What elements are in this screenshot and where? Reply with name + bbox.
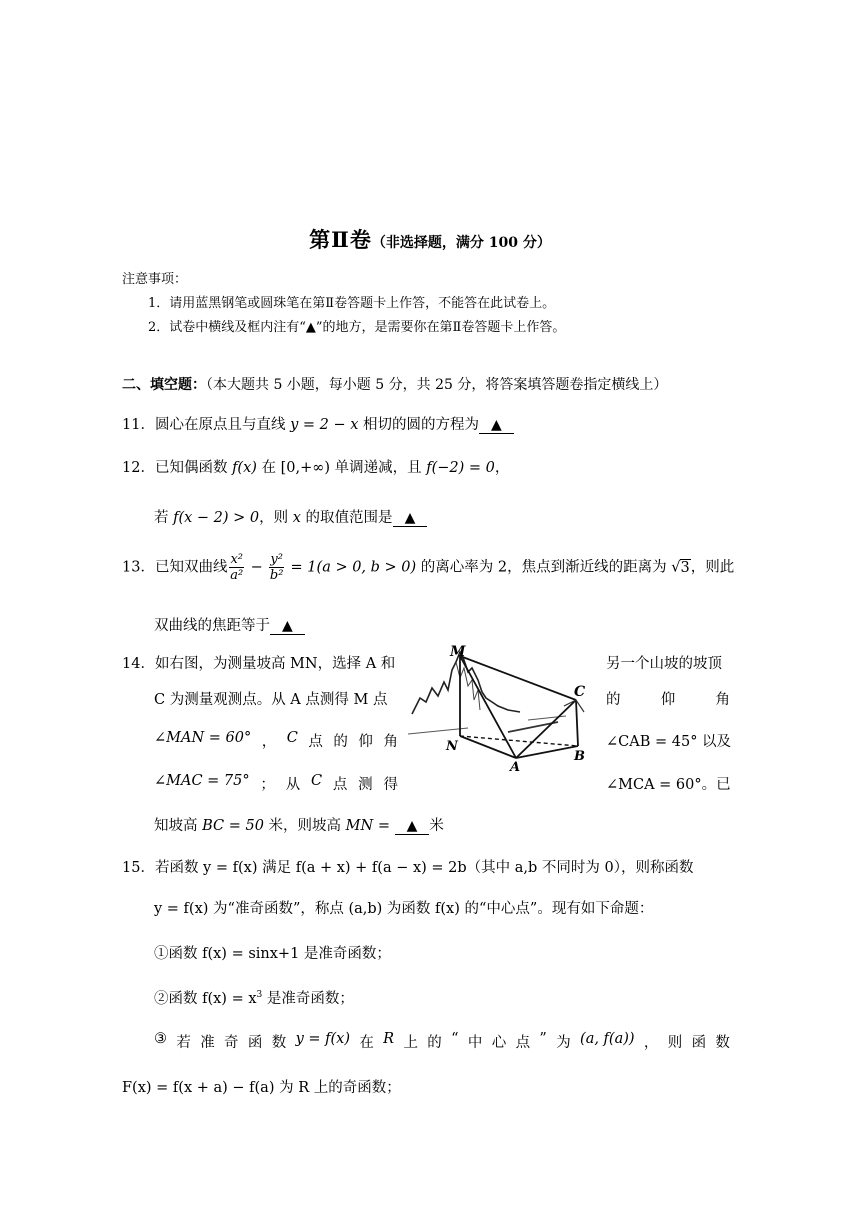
p2-text-2: 是准奇函数； [262,991,354,1007]
question-11 [122,413,514,434]
q14-l4-l3: C [310,773,323,789]
q14-l2-right [606,688,730,709]
q11-text-2: 相切的圆的方程为 [358,417,480,433]
proposition-3-line-2: F(x) = f(x + a) − f(a) 为 R 上的奇函数； [122,1080,401,1096]
q12-number: 12． [122,460,155,476]
q14-l4-left [154,773,398,794]
p3-part: R [383,1031,395,1047]
q14-l3-l1: ， [261,734,277,750]
q13-frac1-den: a² [230,568,244,583]
q14-l4-l5: 测 [358,777,373,793]
answer-blank-11: ▲ [479,417,514,434]
label-M: M [450,644,466,660]
p3-part: ” [539,1031,547,1047]
note-item-2: 2．试卷中横线及框内注有“▲”的地方，是需要你在第Ⅱ卷答题卡上作答。 [148,320,566,335]
p3-part: 点 [515,1035,531,1051]
q12-math-3: f(−2) = 0 [426,460,495,476]
proposition-3 [154,1031,730,1052]
proposition-1: ①函数 f(x) = sinx+1 是准奇函数； [154,946,391,962]
q12-text-2: 在 [256,460,281,476]
q12-l2-text-2: ，则 [259,510,293,526]
p3-part: 奇 [224,1035,239,1051]
q13-sqrt-value: 3 [680,559,690,576]
p3-part: 若 [176,1035,191,1051]
q14-l3-left [154,730,398,751]
q15-l1-text: 若函数 y = f(x) 满足 f(a + x) + f(a − x) = 2b（其中 a,b 不同时为 0），则称函数 [154,860,694,876]
q13-sqrt-symbol: √ [671,559,681,576]
q14-l3-l5: 仰 [358,734,373,750]
q12-l2-math: f(x − 2) > 0 [173,510,260,526]
p3-part: 函 [691,1035,707,1051]
section-desc: （本大题共 5 小题，每小题 5 分，共 25 分，将答案填答题卷指定横线上） [206,377,668,393]
q12-l2-text-3: 的取值范围是 [300,510,393,526]
p3-part: ③ [154,1031,167,1047]
q13-number: 13． [122,559,155,576]
q14-l4-l2: 从 [285,777,301,793]
q12-text: 已知偶函数 [154,460,233,476]
q13-frac2-den: b² [269,568,284,583]
slope-measurement-figure [408,640,602,772]
q12-math-1: f(x) [232,460,257,476]
q13-frac1-num: x² [230,552,243,567]
question-13 [122,552,734,583]
q15-number: 15． [122,860,155,876]
q14-l5 [154,814,444,835]
p2-text: ②函数 f(x) = x [154,991,257,1007]
q14-l5-text-2: 米，则坡高 [263,818,346,834]
q14-l2-left: C 为测量观测点。从 A 点测得 M 点 [154,692,388,708]
label-B: B [574,749,585,764]
q14-l3-l3: 点 [308,734,323,750]
q14-l3-l6: 角 [383,734,398,750]
p3-part: 为 [556,1035,571,1051]
q14-l3-l0: ∠MAN = 60° [154,730,252,746]
q13-minus: − [246,559,268,576]
q12-l2-math-2: x [292,510,301,526]
q14-l4-l0: ∠MAC = 75° [154,773,250,789]
q13-text-3: ，则此 [690,559,735,576]
p3-part: y = f(x) [295,1031,350,1047]
p3-part: 数 [271,1035,287,1051]
p3-part: 中 [467,1035,483,1051]
section-heading [122,374,667,394]
answer-blank-14: ▲ [395,818,430,835]
question-12 [122,456,509,477]
note-item-1: 1．请用蓝黑钢笔或圆珠笔在第Ⅱ卷答题卡上作答，不能答在此试卷上。 [148,296,556,311]
question-15-line-1 [122,856,694,877]
q12-math-2: [0,+∞) [280,460,331,476]
label-C: C [574,684,586,700]
q12-text-4: ， [494,460,510,476]
label-N: N [446,739,458,754]
p3-part: 的 [427,1035,442,1051]
q14-l1-right: 另一个山坡的坡顶 [606,656,722,672]
q14-l4-l6: 得 [383,777,398,793]
q11-number: 11． [122,417,155,433]
page-title [0,224,860,254]
answer-blank-12: ▲ [393,510,428,527]
p3-part: 数 [715,1035,730,1051]
q13-l2-text: 双曲线的焦距等于 [154,618,270,634]
q14-l5-math: BC = 50 [202,818,264,834]
q12-l2-text: 若 [154,510,174,526]
p3-part: (a, f(a)) [580,1031,635,1047]
q14-l2-r1: 仰 [660,692,676,708]
q14-l4-l4: 点 [332,777,348,793]
q14-l5-math-2: MN = [345,818,395,834]
q14-l3-l2: C [286,730,298,746]
p3-part: 心 [491,1035,507,1051]
title-main: 第Ⅱ卷 [309,227,372,252]
q14-l5-text-3: 米 [429,818,444,834]
q14-l3-right: ∠CAB = 45° 以及 [606,734,732,750]
q13-fraction-x [229,552,244,583]
label-A: A [510,760,521,772]
q13-fraction-y [269,552,284,583]
question-14-line-1 [122,652,395,673]
figure-background [408,640,602,772]
q14-l4-right: ∠MCA = 60°。已 [606,777,731,793]
q13-text-2: 的离心率为 2，焦点到渐近线的距离为 [416,559,672,576]
q14-l5-text: 知坡高 [154,818,203,834]
question-13-line-2 [154,614,305,635]
q11-text: 圆心在原点且与直线 [154,417,291,433]
proposition-2 [154,987,354,1008]
q13-math: = 1(a > 0, b > 0) [285,559,417,576]
question-12-line-2 [154,506,427,527]
p3-part: ， [643,1035,659,1051]
q14-l4-l1: ； [260,777,275,793]
q14-number: 14． [122,656,155,672]
p3-part: 函 [247,1035,263,1051]
p3-part: “ [451,1031,459,1047]
answer-blank-13: ▲ [270,618,305,635]
p2-sup: 3 [256,990,263,1001]
p3-part: 则 [667,1035,683,1051]
p3-part: 上 [403,1035,418,1051]
p3-part: 在 [359,1035,374,1051]
p3-part: 准 [200,1035,215,1051]
q11-math: y = 2 − x [290,417,359,433]
question-15-line-2: y = f(x) 为“准奇函数”，称点 (a,b) 为函数 f(x) 的“中心点”。现有如下命题： [154,901,654,917]
section-label: 二、填空题： [122,377,206,393]
q13-text: 已知双曲线 [154,559,228,576]
q14-l2-r0: 的 [606,692,621,708]
q14-l3-l4: 的 [333,734,348,750]
q14-l2-r2: 角 [715,692,730,708]
notes-heading: 注意事项： [122,272,188,287]
q13-frac2-num: y² [270,552,283,567]
q14-l1-left: 如右图，为测量坡高 MN，选择 A 和 [154,656,396,672]
title-sub: （非选择题，满分 100 分） [371,235,551,251]
q12-text-3: 单调递减，且 [330,460,427,476]
